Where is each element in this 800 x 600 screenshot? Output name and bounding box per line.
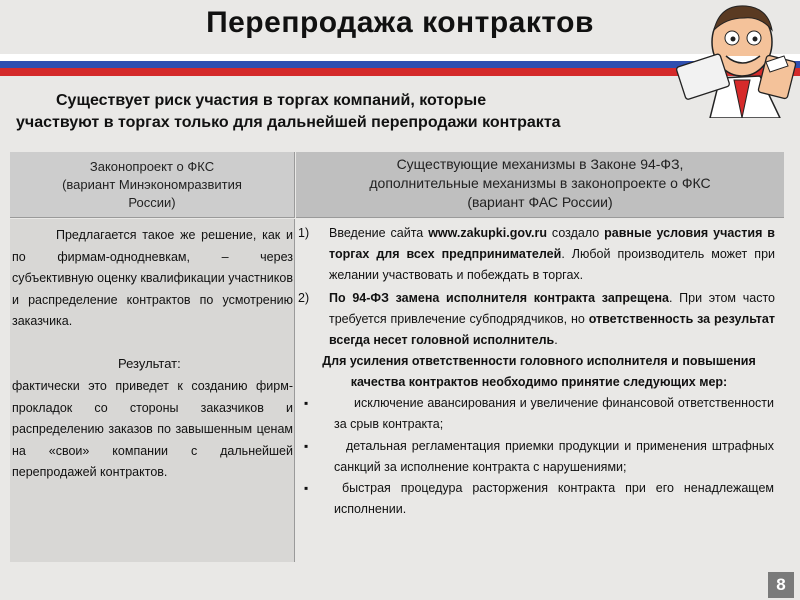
measures-heading: Для усиления ответственности головного исполнителя и повышения качества контрактов необходимо принятие следующих мер:: [322, 354, 756, 389]
item-number-1: 1): [298, 226, 310, 240]
slide-subtitle: [16, 90, 716, 134]
item-1-bold-text: равные условия участия в торгах для всех предпринимателей: [329, 226, 775, 261]
table-column-left: [10, 219, 295, 562]
item-2-text-b: .: [554, 333, 558, 347]
item-2-bold-text-1: По 94-ФЗ замена исполнителя контракта запрещена: [329, 291, 669, 305]
bullet-icon: ▪: [304, 439, 309, 453]
subtitle-line-1: Существует риск участия в торгах компаний, которые: [56, 92, 487, 109]
measure-bullet-3: быстрая процедура расторжения контракта при его ненадлежащем исполнении.: [334, 481, 774, 516]
measure-bullet-1: исключение авансирования и увеличение финансовой ответственности за срыв контракта;: [334, 396, 774, 431]
item-1-text-a: Введение сайта: [329, 226, 429, 240]
mechanism-item-1: [329, 223, 775, 286]
right-header-line-1: Существующие механизмы в Законе 94-ФЗ,: [396, 156, 684, 172]
result-label: Результат:: [118, 356, 181, 371]
bullet-icon: ▪: [304, 396, 309, 410]
left-proposal-text: Предлагается такое же решение, как и по фирмам-однодневкам, – через субъективную оценку квалификации участников и распределение контрактов по усмотрению заказчика.: [12, 228, 293, 328]
right-header-line-2: дополнительные механизмы в законопроекте о ФКС: [369, 175, 711, 191]
table-header-right: [296, 152, 784, 218]
left-header-line-2: (вариант Минэкономразвития: [62, 177, 242, 192]
bullet-icon: ▪: [304, 481, 309, 495]
table-column-right: [296, 219, 784, 562]
mechanism-item-2: [329, 288, 775, 351]
left-header-line-3: России): [128, 195, 176, 210]
measure-bullet-2: детальная регламентация приемки продукции и применения штрафных санкций за исполнение контракта с нарушениями;: [334, 439, 774, 474]
left-header-line-1: Законопроект о ФКС: [89, 159, 215, 174]
page-number-badge: 8: [768, 572, 794, 598]
item-2-bold-text-2: ответственность за результат всегда несет головной исполнитель: [329, 312, 775, 347]
slide-title: Перепродажа контрактов: [206, 6, 594, 39]
right-header-line-3: (вариант ФАС России): [467, 194, 613, 210]
left-result-text: фактически это приведет к созданию фирм-прокладок со стороны заказчиков и распределению заказов по завышенным ценам на «свои» компании с дальнейшей перепродажей контрактов.: [12, 379, 293, 479]
comparison-table: [10, 152, 784, 562]
item-1-text-c: . Любой производитель может при желании участвовать и побеждать в торгах.: [329, 247, 776, 282]
subtitle-line-2: участвуют в торгах только для дальнейшей перепродажи контракта: [16, 114, 561, 131]
item-number-2: 2): [298, 291, 310, 305]
zakupki-site-text: www.zakupki.gov.ru: [428, 226, 547, 240]
item-2-text-a: . При этом часто требуется привлечение субподрядчиков, но: [329, 291, 775, 326]
item-1-text-b: создало: [546, 226, 605, 240]
table-header-left: [10, 152, 295, 218]
